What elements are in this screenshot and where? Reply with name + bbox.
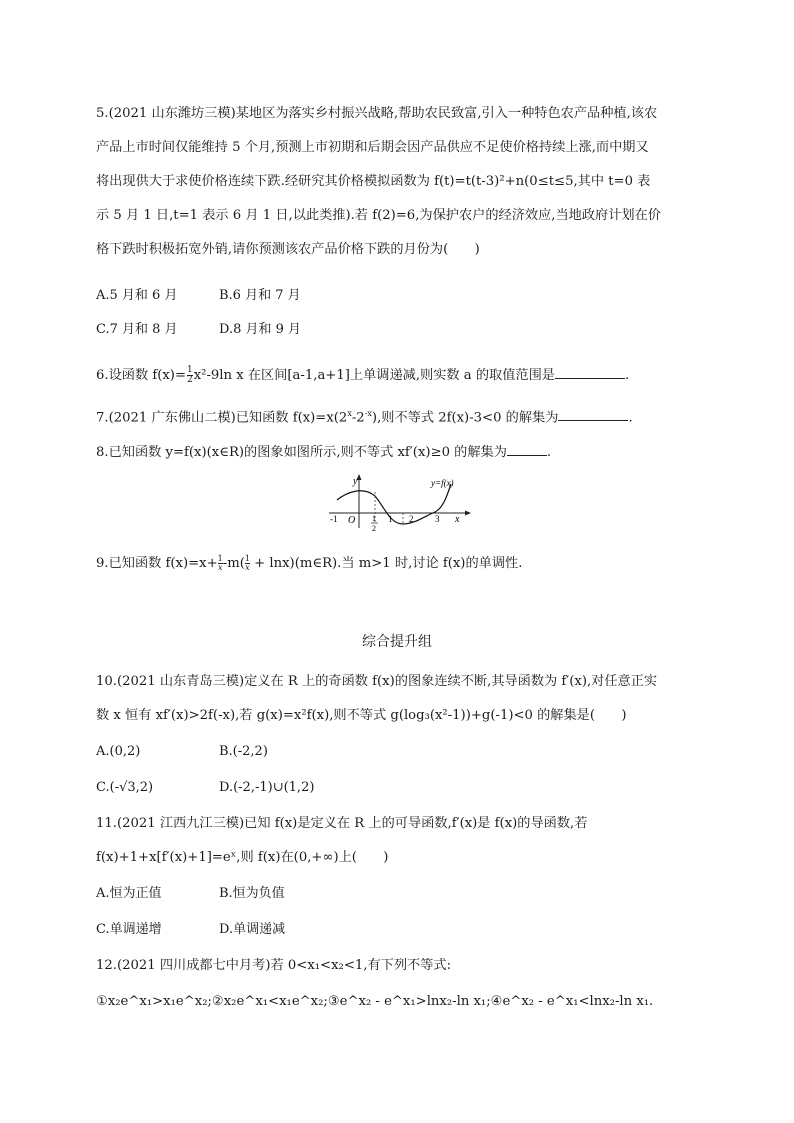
q8-end: . (546, 445, 552, 460)
q8-function-graph (325, 470, 475, 532)
q10-option-a: A.(0,2) (96, 744, 141, 759)
q5-line-3: 将出现供大于求使价格连续下跌.经研究其价格模拟函数为 f(t)=t(t-3)²+n(0≤t≤5,其中 t=0 表 (96, 174, 651, 189)
q12-line-2: ①x₂e^x₁>x₁e^x₂;②x₂e^x₁<x₁e^x₂;③e^x₂ - e^x₁>lnx₂-ln x₁;④e^x₂ - e^x₁<lnx₂-ln x₁. (96, 994, 654, 1009)
x-axis-label: x (455, 514, 460, 525)
q6-body: x²-9ln x 在区间[a-1,a+1]上单调递减,则实数 a 的取值范围是 (193, 368, 555, 383)
q11-option-c: C.单调递增 (96, 922, 162, 937)
q5-line-1: 5.(2021 山东潍坊三模)某地区为落实乡村振兴战略,帮助农民致富,引入一种特色农产品种植,该农 (96, 106, 658, 121)
q11-option-b: B.恒为负值 (219, 886, 285, 901)
q11-line-1: 11.(2021 江西九江三模)已知 f(x)是定义在 R 上的可导函数,f′(x)是 f(x)的导函数,若 (96, 816, 588, 831)
q6-fraction (187, 366, 193, 385)
tick-3-label: 3 (435, 514, 440, 524)
q7-body: ),则不等式 2f(x)-3<0 的解集为 (371, 410, 559, 426)
q6-frac-num: 1 (187, 365, 193, 375)
q5-option-b: B.6 月和 7 月 (219, 288, 301, 303)
q10-line-2: 数 x 恒有 xf′(x)>2f(-x),若 g(x)=x²f(x),则不等式 g(log₃(x²-1))+g(-1)<0 的解集是( ) (96, 708, 627, 723)
section-title: 综合提升组 (362, 634, 432, 650)
q9-frac2-num: 1 (244, 554, 250, 563)
q10-line-1: 10.(2021 山东青岛三模)定义在 R 上的奇函数 f(x)的图象连续不断,其导函数为 f′(x),对任意正实 (96, 674, 658, 689)
q11-option-d: D.单调递减 (219, 922, 286, 937)
q7-prefix: 7.(2021 广东佛山二模)已知函数 f(x)=x(2 (96, 410, 348, 426)
q5-line-2: 产品上市时间仅能维持 5 个月,预测上市初期和后期会因产品供应不足使价格持续上涨,而中期又 (96, 140, 649, 155)
q5-option-d: D.8 月和 9 月 (219, 322, 302, 337)
q9-frac1-num: 1 (217, 554, 223, 563)
q7-end: . (628, 410, 633, 426)
q9-line (96, 554, 522, 574)
q8-answer-blank[interactable] (507, 441, 547, 456)
q6-answer-blank[interactable] (555, 364, 625, 379)
q9-frac1-den: x (217, 563, 223, 572)
q6-end: . (624, 368, 630, 383)
q10-option-d: D.(-2,-1)∪(1,2) (219, 780, 315, 795)
q12-line-1: 12.(2021 四川成都七中月考)若 0<x₁<x₂<1,有下列不等式: (96, 958, 452, 973)
q6-prefix: 6.设函数 f(x)= (96, 368, 186, 383)
q11-option-a: A.恒为正值 (96, 886, 162, 901)
q6-frac-den: 2 (187, 375, 193, 385)
origin-label: O (348, 515, 356, 526)
y-axis-label: y (353, 476, 358, 487)
tick-half-den: 2 (372, 524, 376, 532)
q9-mid: -m( (222, 556, 245, 571)
q5-option-a: A.5 月和 6 月 (96, 288, 178, 303)
q10-option-b: B.(-2,2) (219, 744, 268, 759)
tick-2-label: 2 (409, 514, 414, 524)
q7-mid: -2 (351, 410, 365, 426)
q10-option-c: C.(-√3,2) (96, 780, 154, 795)
q5-line-4: 示 5 月 1 日,t=1 表示 6 月 1 日,以此类推).若 f(2)=6,为保护农户的经济效应,当地政府计划在价 (96, 208, 661, 223)
q7-answer-blank[interactable] (558, 406, 628, 421)
tick-neg1-label: -1 (330, 514, 338, 524)
tick-1-label: 1 (388, 514, 393, 524)
q7-sup-x: x (347, 409, 352, 418)
q5-line-5: 格下跌时积极拓宽外销,请你预测该农产品价格下跌的月份为( ) (96, 242, 480, 257)
q7-line (96, 404, 633, 428)
q11-line-2: f(x)+1+x[f′(x)+1]=eˣ,则 f(x)在(0,+∞)上( ) (96, 850, 389, 865)
q8-line (96, 441, 551, 463)
q9-frac2-den: x (245, 563, 250, 572)
q8-text: 8.已知函数 y=f(x)(x∈R)的图象如图所示,则不等式 xf′(x)≥0 的解集为 (96, 445, 507, 460)
q5-option-c: C.7 月和 8 月 (96, 322, 178, 337)
x-axis-arrow (465, 511, 471, 516)
q6-line (96, 364, 629, 386)
curve-label: y=f(x) (431, 478, 454, 488)
q7-sup-negx: -x (364, 409, 372, 418)
tick-half-num: 1 (372, 514, 376, 523)
q9-body: + lnx)(m∈R).当 m>1 时,讨论 f(x)的单调性. (249, 556, 523, 571)
q9-prefix: 9.已知函数 f(x)=x+ (96, 556, 218, 571)
